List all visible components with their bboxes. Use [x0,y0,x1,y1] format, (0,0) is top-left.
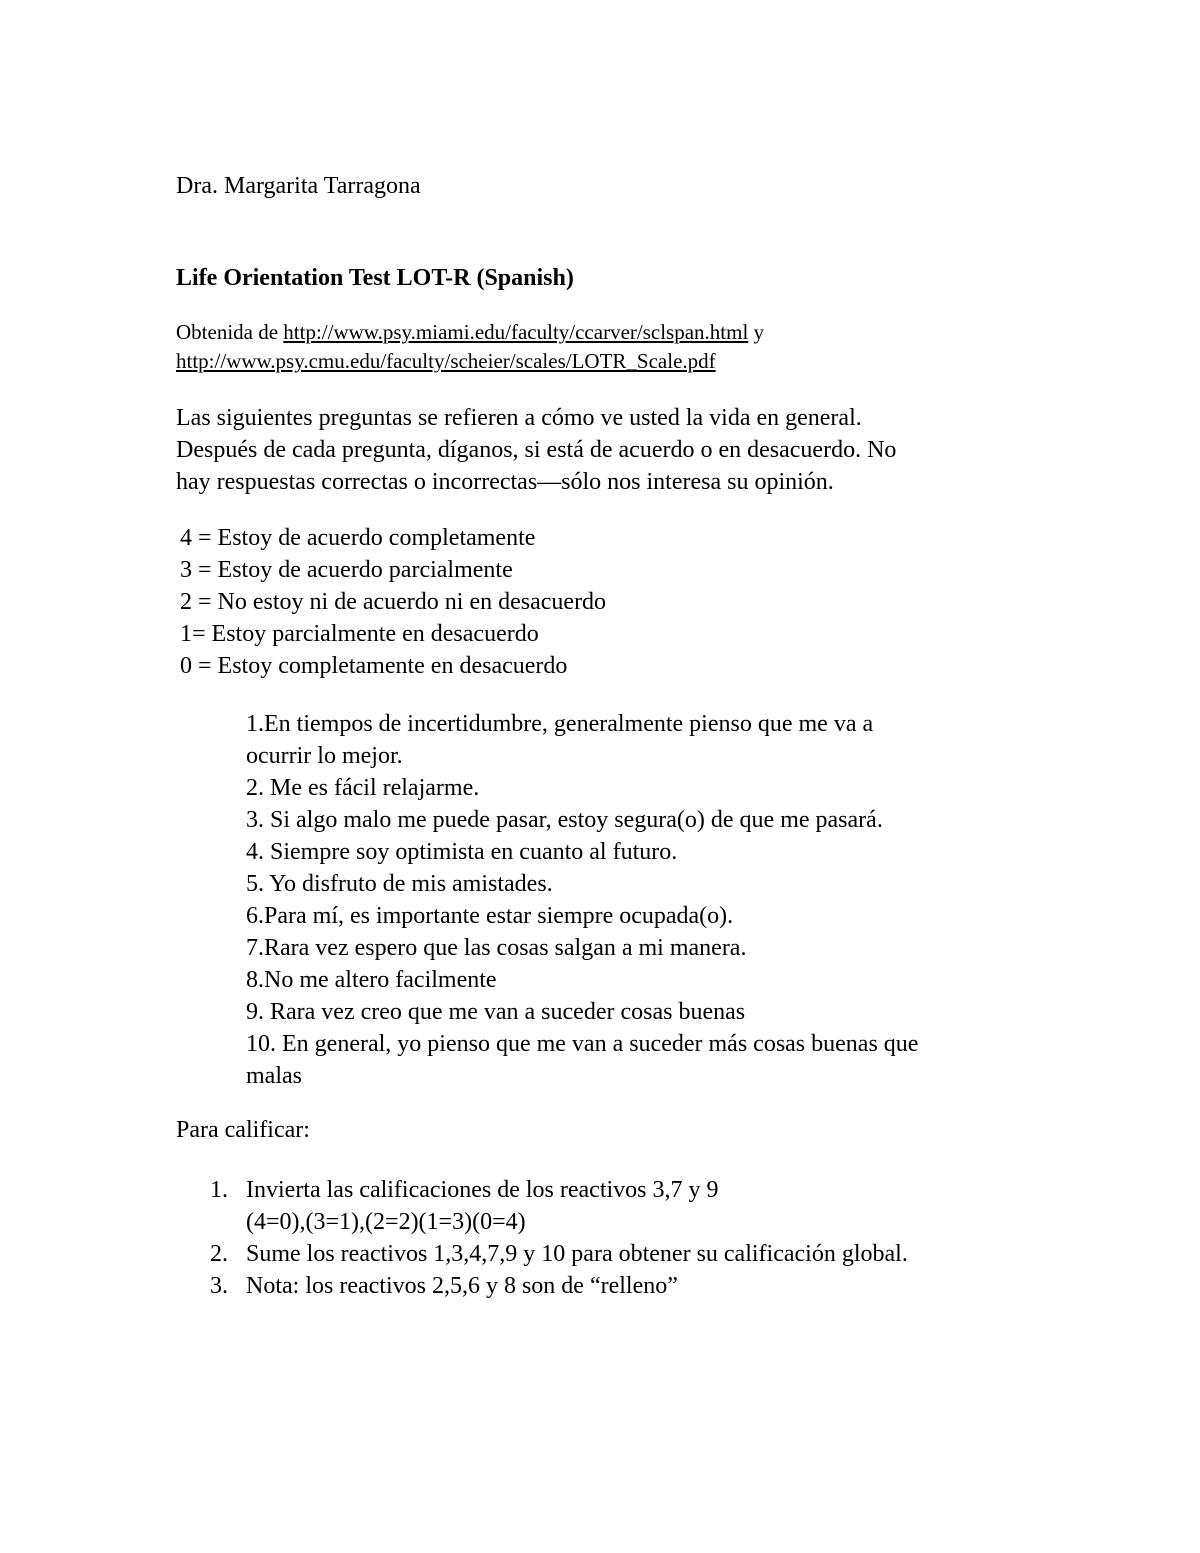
response-scale [180,522,1080,682]
step-number: 1. [210,1177,228,1203]
source-line-2 [176,347,1080,376]
instructions-line: Después de cada pregunta, díganos, si está de acuerdo o en desacuerdo. No [176,437,897,463]
step-line: Sume los reactivos 1,3,4,7,9 y 10 para obtener su calificación global. [246,1241,908,1267]
step-text [246,1174,1080,1238]
item-10-continued: malas [246,1063,302,1089]
author-name: Dra. Margarita Tarragona [176,173,421,199]
scale-option-4: 4 = Estoy de acuerdo completamente [180,525,536,551]
item-1: 1.En tiempos de incertidumbre, generalmente pienso que me va a [246,711,874,737]
step-text [246,1270,1080,1302]
source-prefix: Obtenida de [176,320,284,344]
source-link-cmu[interactable]: http://www.psy.cmu.edu/faculty/scheier/scales/LOTR_Scale.pdf [176,349,716,373]
item-3: 3. Si algo malo me puede pasar, estoy segura(o) de que me pasará. [246,807,883,833]
instructions-line: hay respuestas correctas o incorrectas—sólo nos interesa su opinión. [176,469,834,495]
step-number: 2. [210,1241,228,1267]
scoring-steps [210,1174,1080,1302]
scoring-step-3 [210,1270,1080,1302]
scale-option-0: 0 = Estoy completamente en desacuerdo [180,653,568,679]
item-5: 5. Yo disfruto de mis amistades. [246,871,553,897]
source-citation [176,318,1080,376]
scoring-heading: Para calificar: [176,1117,310,1143]
item-7: 7.Rara vez espero que las cosas salgan a mi manera. [246,935,747,961]
item-8: 8.No me altero facilmente [246,967,497,993]
scoring-step-2 [210,1238,1080,1270]
scale-option-2: 2 = No estoy ni de acuerdo ni en desacuerdo [180,589,607,615]
step-line: Invierta las calificaciones de los reactivos 3,7 y 9 [246,1177,719,1203]
source-line-1 [176,318,1080,347]
step-line: (4=0),(3=1),(2=2)(1=3)(0=4) [246,1209,526,1235]
item-9: 9. Rara vez creo que me van a suceder cosas buenas [246,999,746,1025]
scoring-step-1 [210,1174,1080,1238]
scale-option-3: 3 = Estoy de acuerdo parcialmente [180,557,513,583]
step-line: Nota: los reactivos 2,5,6 y 8 son de “relleno” [246,1273,678,1299]
instructions-line: Las siguientes preguntas se refieren a cómo ve usted la vida en general. [176,405,862,431]
questionnaire-items [246,708,1050,1092]
item-4: 4. Siempre soy optimista en cuanto al futuro. [246,839,678,865]
source-joiner: y [748,320,765,344]
source-link-miami[interactable]: http://www.psy.miami.edu/faculty/ccarver/sclspan.html [283,320,749,344]
step-number: 3. [210,1273,228,1299]
item-10: 10. En general, yo pienso que me van a suceder más cosas buenas que [246,1031,919,1057]
item-6: 6.Para mí, es importante estar siempre ocupada(o). [246,903,734,929]
scale-option-1: 1= Estoy parcialmente en desacuerdo [180,621,539,647]
item-2: 2. Me es fácil relajarme. [246,775,480,801]
step-text [246,1238,1080,1270]
item-1-continued: ocurrir lo mejor. [246,743,403,769]
instructions-paragraph [176,402,1080,498]
document-title: Life Orientation Test LOT-R (Spanish) [176,265,574,291]
